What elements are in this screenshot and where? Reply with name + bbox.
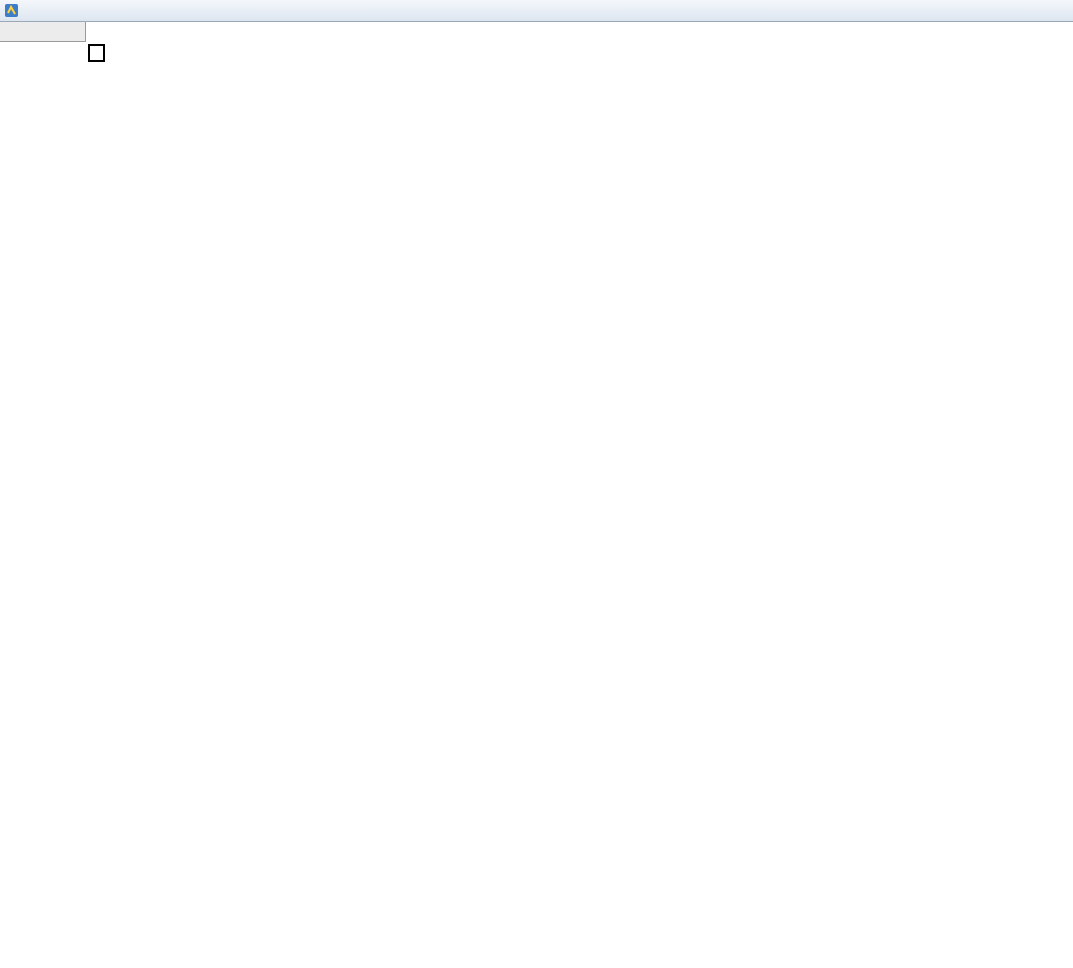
window-titlebar xyxy=(0,0,1073,22)
sheet-area[interactable] xyxy=(86,42,1073,968)
select-all-corner[interactable] xyxy=(0,22,86,42)
active-cell-a1[interactable] xyxy=(88,44,105,62)
app-icon xyxy=(4,3,19,18)
